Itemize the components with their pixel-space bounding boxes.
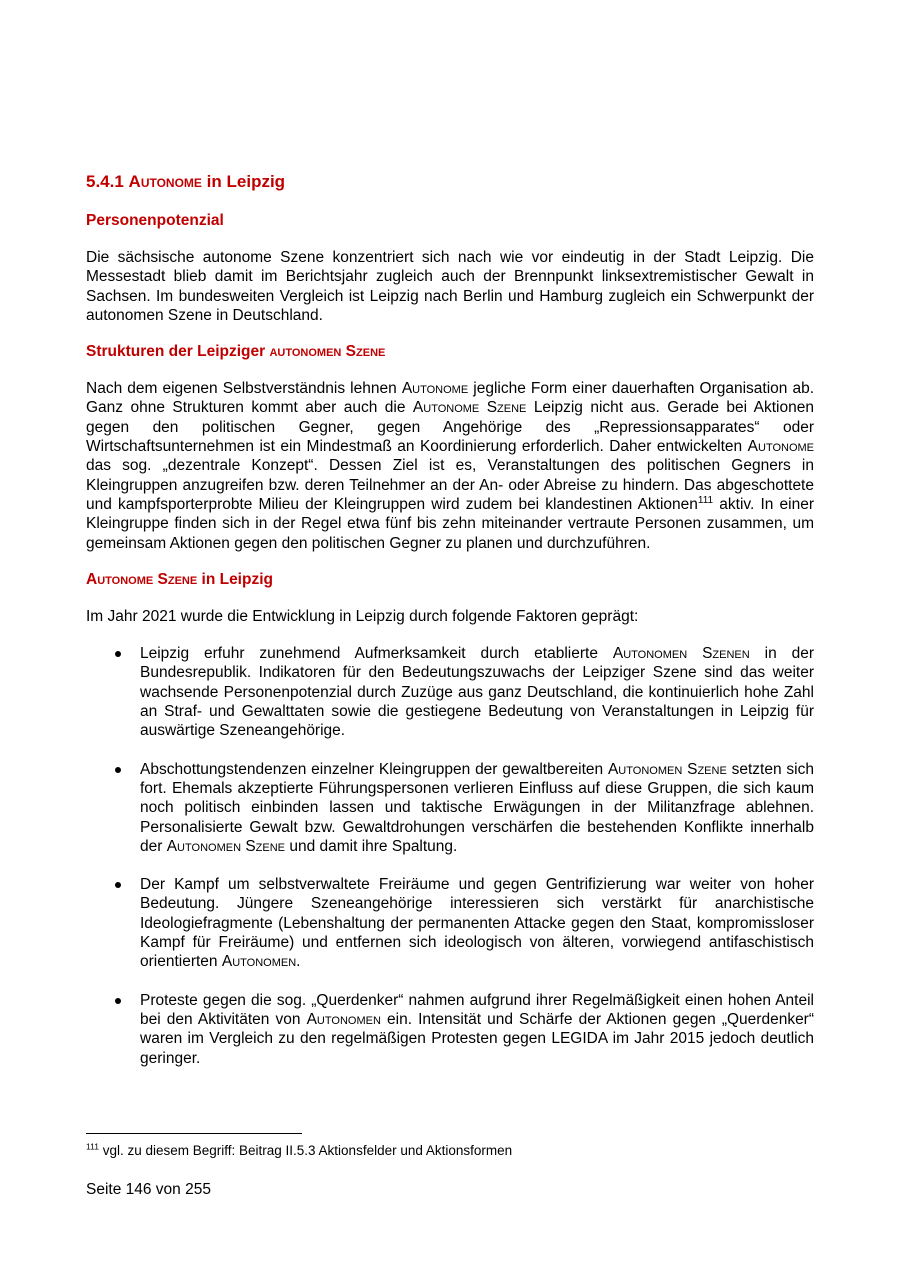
footnote-text: vgl. zu diesem Begriff: Beitrag II.5.3 Aktionsfelder und Aktionsformen: [102, 1143, 513, 1158]
term-autonomen: Autonomen: [221, 953, 297, 971]
section-title-rest: in Leipzig: [206, 172, 286, 191]
strukturen-heading: [86, 341, 814, 363]
footnote-number: 111: [86, 1141, 99, 1152]
list-item: Abschottungstendenzen einzelner Kleingruppen der gewaltbereiten Autonomen Szene setzten sich fort. Ehemals akzeptierte Führungspersonen verlieren Einfluss auf diese Gruppen, die sich kaum noch politisch einbinden lassen und taktische Erwägungen in der Militanzfrage ablehnen. Personalisierte Gewalt bzw. Gewaltdrohungen verschärfen die bestehenden Konflikte innerhalb der Autonomen Szene und damit ihre Spaltung.: [86, 760, 814, 856]
footnote-divider: [86, 1133, 302, 1134]
term-autonomen-szene: Autonomen Szene: [166, 837, 286, 855]
bullet-icon: [115, 767, 121, 773]
list-item: Leipzig erfuhr zunehmend Aufmerksamkeit durch etablierte Autonomen Szenen in der Bundesrepublik. Indikatoren für den Bedeutungszuwachs der Leipziger Szene sind das weiter wachsende Personenpotenzial durch Zuzüge aus ganz Deutschland, die kontinuierlich hohe Zahl an Straf- und Gewalttaten sowie die gestiegene Bedeutung von Veranstaltungen in Leipzig für auswärtige Szeneangehörige.: [86, 644, 814, 740]
szene-heading-smallcaps: Autonome Szene: [86, 570, 198, 588]
term-autonome: Autonome: [747, 438, 815, 456]
list-item: Der Kampf um selbstverwaltete Freiräume und gegen Gentrifizierung war weiter von hoher Bedeutung. Jüngere Szeneangehörige interessieren sich verstärkt für anarchistische Ideologiefragmente (Lebenshaltung der permanenten Attacke gegen den Staat, kompromissloser Kampf für Freiräume) und entfernen sich ideologisch von älteren, vorwiegend antifaschistisch orientierten Autonomen.: [86, 875, 814, 971]
footnote: [86, 1142, 512, 1160]
szene-heading-rest: in Leipzig: [201, 570, 273, 588]
personen-paragraph: Die sächsische autonome Szene konzentriert sich nach wie vor eindeutig in der Stadt Leipzig. Die Messestadt blieb damit im Berichtsjahr zugleich auch der Brennpunkt linksextremistischer Gewalt in Sachsen. Im bundesweiten Vergleich ist Leipzig nach Berlin und Hamburg zugleich ein Schwerpunkt der autonomen Szene in Deutschland.: [86, 249, 814, 324]
bullet-icon: [115, 651, 121, 657]
section-title-smallcaps: Autonome: [128, 172, 202, 191]
bullet-icon: [115, 882, 121, 888]
section-number: 5.4.1: [86, 172, 124, 191]
term-autonomen-szene: Autonomen Szene: [607, 760, 727, 778]
strukturen-heading-smallcaps: autonomen Szene: [269, 343, 386, 361]
term-autonomen: Autonomen: [306, 1010, 381, 1028]
bullet-icon: [115, 998, 121, 1004]
strukturen-heading-text: Strukturen der Leipziger: [86, 343, 266, 361]
term-autonome-szene: Autonome Szene: [412, 399, 527, 417]
strukturen-paragraph: Nach dem eigenen Selbstverständnis lehnen Autonome jegliche Form einer dauerhaften Organisation ab. Ganz ohne Strukturen kommt aber auch die Autonome Szene Leipzig nicht aus. Gerade bei Aktionen gegen den politischen Gegner, gegen Angehörige des „Repressionsapparates“ oder Wirtschaftsunternehmen ist ein Mindestmaß an Koordinierung erforderlich. Daher entwickelten Autonome das sog. „dezentrale Konzept“. Dessen Ziel ist es, Veranstaltungen des politischen Gegners in Kleingruppen anzugreifen bzw. deren Teilnehmer an der An- oder Abreise zu hindern. Das abgeschottete und kampfsporterprobte Milieu der Kleingruppen wird zudem bei klandestinen Aktionen$^{111}$ aktiv. In einer Kleingruppe finden sich in der Regel etwa fünf bis zehn miteinander vertraute Personen zusammen, um gemeinsam Aktionen gegen den politischen Gegner zu planen und durchzuführen.: [86, 380, 815, 552]
page-number: Seite 146 von 255: [86, 1181, 211, 1198]
list-item: Proteste gegen die sog. „Querdenker“ nahmen aufgrund ihrer Regelmäßigkeit einen hohen Anteil bei den Aktivitäten von Autonomen ein. Intensität und Schärfe der Aktionen gegen „Querdenker“ waren im Vergleich zu den regelmäßigen Protesten gegen LEGIDA im Jahr 2015 jedoch deutlich geringer.: [86, 991, 814, 1068]
section-heading: [86, 170, 814, 194]
personen-heading: Personenpotenzial: [86, 212, 224, 229]
page-content: [86, 170, 814, 1087]
footnote-reference[interactable]: 111: [697, 494, 714, 506]
szene-heading: [86, 569, 814, 591]
szene-intro: Im Jahr 2021 wurde die Entwicklung in Leipzig durch folgende Faktoren geprägt:: [86, 607, 639, 625]
factor-list: [86, 644, 814, 1068]
term-autonomen-szenen: Autonomen Szenen: [612, 645, 750, 663]
term-autonome: Autonome: [401, 380, 469, 398]
